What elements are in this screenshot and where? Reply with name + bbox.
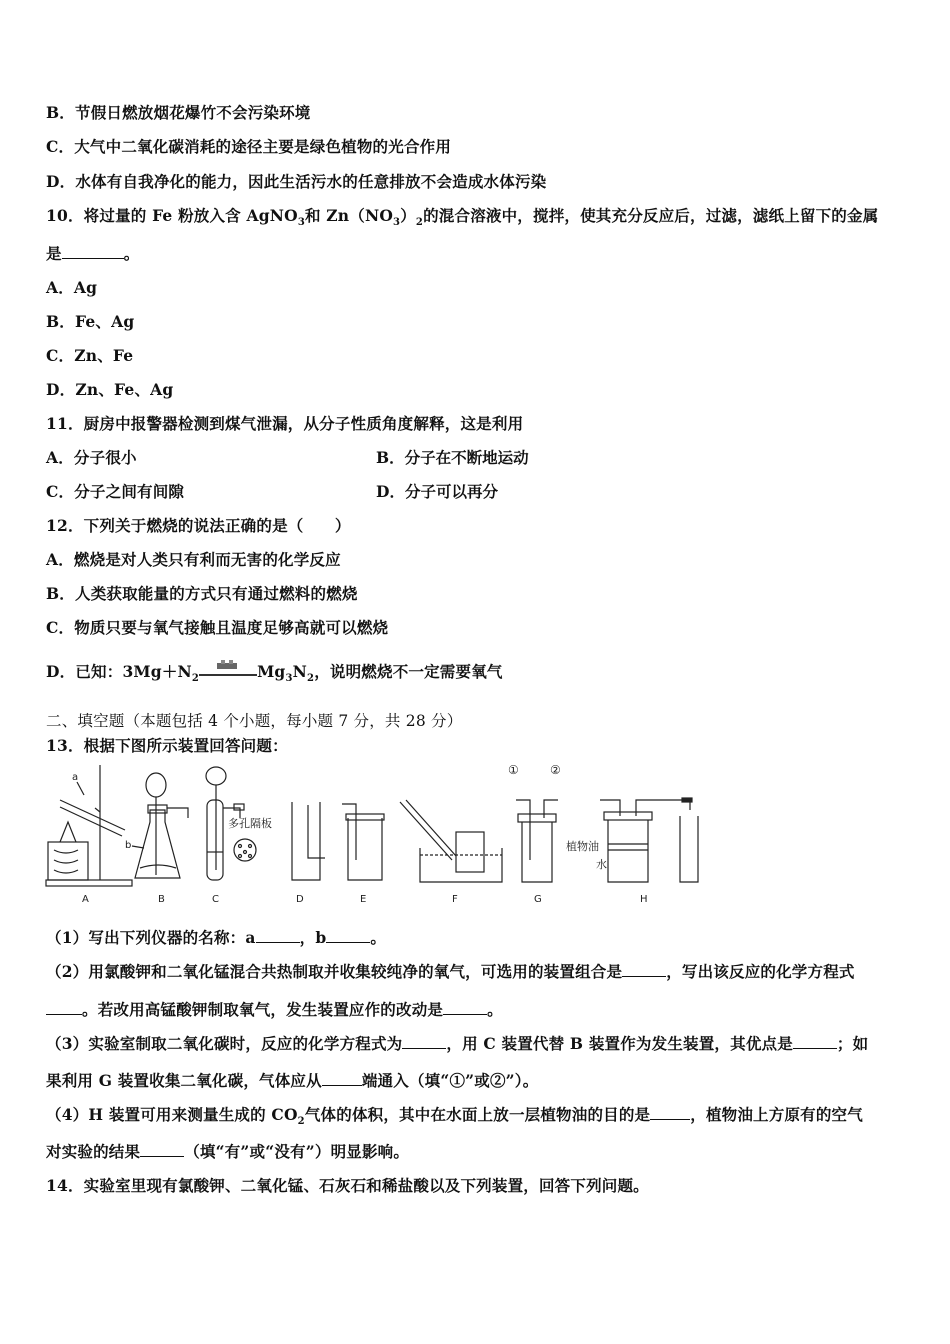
q10-option-c: C．Zn、Fe [46, 346, 134, 365]
q13-stem: 13．根据下图所示装置回答问题： [46, 736, 288, 755]
apparatus-a [46, 765, 132, 905]
port-1: ① [508, 763, 519, 777]
q13-part-4-cont: 对实验的结果 （填“有”或“没有”）明显影响。 [46, 1142, 410, 1161]
apparatus-b [125, 773, 188, 905]
q11-option-b: B．分子在不断地运动 [376, 448, 529, 467]
answer-blank[interactable] [62, 244, 124, 259]
q11-option-a: A．分子很小 [46, 448, 137, 467]
answer-blank[interactable] [622, 962, 666, 977]
q11-stem: 11．厨房中报警器检测到煤气泄漏，从分子性质角度解释，这是利用 [46, 414, 524, 433]
label-A: A [82, 894, 89, 905]
answer-blank[interactable] [443, 1000, 487, 1015]
q13-part-4: （4）H 装置可用来测量生成的 $CO_2$气体的体积，其中在水面上放一层植物油的目的是 ，植物油上方原有的空气 [46, 1105, 863, 1128]
q10-stem: 10．将过量的 Fe 粉放入含 AgNO$_3$和 $Zn(NO_3)_2$的混合溶液中，搅拌，使其充分反应后，过滤，滤纸上留下的金属 [46, 206, 879, 229]
label-oil: 植物油 [566, 840, 599, 853]
label-porous: 多孔隔板 [228, 817, 272, 830]
q13-part-3-cont: 果利用 G 装置收集二氧化碳，气体应从 端通入（填“①”或②”）。 [46, 1071, 539, 1090]
reaction-condition-arrow [199, 665, 257, 681]
answer-blank[interactable] [326, 928, 370, 943]
port-2: ② [550, 763, 561, 777]
q10-option-d: D．Zn、Fe、Ag [46, 380, 174, 399]
q9-option-b: B．节假日燃放烟花爆竹不会污染环境 [46, 103, 311, 122]
q12-option-d: D．已知：$3Mg+N_2$ $Mg_3N_2$，说明燃烧不一定需要氧气 [46, 660, 503, 684]
label-b: b [125, 840, 132, 851]
apparatus-h [566, 798, 698, 905]
apparatus-e [342, 804, 384, 905]
label-E: E [360, 894, 367, 905]
label-C: C [212, 894, 219, 905]
q13-part-2: （2）用氯酸钾和二氧化锰混合共热制取并收集较纯净的氧气，可选用的装置组合是 ，写出该反应的化学方程式 [46, 962, 855, 981]
answer-blank[interactable] [140, 1142, 184, 1157]
q9-option-d: D．水体有自我净化的能力，因此生活污水的任意排放不会造成水体污染 [46, 172, 547, 191]
apparatus-c [206, 767, 272, 905]
apparatus-g [508, 763, 561, 905]
ignition-icon [215, 659, 239, 671]
label-F: F [452, 894, 458, 905]
q10-stem-cont: 是 。 [46, 244, 140, 263]
q12-option-b: B．人类获取能量的方式只有通过燃料的燃烧 [46, 584, 358, 603]
q12-option-c: C．物质只要与氧气接触且温度足够高就可以燃烧 [46, 618, 389, 637]
answer-blank[interactable] [402, 1034, 446, 1049]
answer-blank[interactable] [793, 1034, 837, 1049]
q13-part-2-cont: 。若改用高锰酸钾制取氧气，发生装置应作的改动是 。 [46, 998, 503, 1020]
q13-part-3: （3）实验室制取二氧化碳时，反应的化学方程式为 ，用 C 装置代替 B 装置作为发生装置，其优点是 ；如 [46, 1034, 869, 1053]
q12-option-a: A．燃烧是对人类只有利而无害的化学反应 [46, 550, 341, 569]
label-water: 水 [596, 858, 607, 871]
label-G: G [534, 894, 542, 905]
label-H: H [640, 894, 648, 905]
q9-option-c: C．大气中二氧化碳消耗的途径主要是绿色植物的光合作用 [46, 137, 452, 156]
label-B: B [158, 894, 165, 905]
q10-option-a: A．Ag [46, 278, 98, 297]
apparatus-f [400, 800, 502, 905]
section-title: 二、填空题（本题包括 4 个小题，每小题 7 分，共 28 分） [46, 712, 463, 730]
q11-option-d: D．分子可以再分 [376, 482, 498, 501]
answer-blank[interactable] [322, 1071, 362, 1086]
apparatus-figure [40, 760, 720, 910]
q14-stem: 14．实验室里现有氯酸钾、二氧化锰、石灰石和稀盐酸以及下列装置，回答下列问题。 [46, 1176, 649, 1195]
q13-part-1: （1）写出下列仪器的名称：a ，b 。 [46, 928, 387, 947]
apparatus-d [292, 802, 325, 905]
label-a: a [72, 772, 79, 783]
q12-stem: 12．下列关于燃烧的说法正确的是（ ） [46, 516, 351, 535]
q10-option-b: B．Fe、Ag [46, 312, 135, 331]
label-D: D [296, 894, 304, 905]
q11-option-c: C．分子之间有间隙 [46, 482, 185, 501]
answer-blank[interactable] [650, 1105, 690, 1120]
answer-blank[interactable] [46, 1000, 82, 1015]
answer-blank[interactable] [256, 928, 300, 943]
